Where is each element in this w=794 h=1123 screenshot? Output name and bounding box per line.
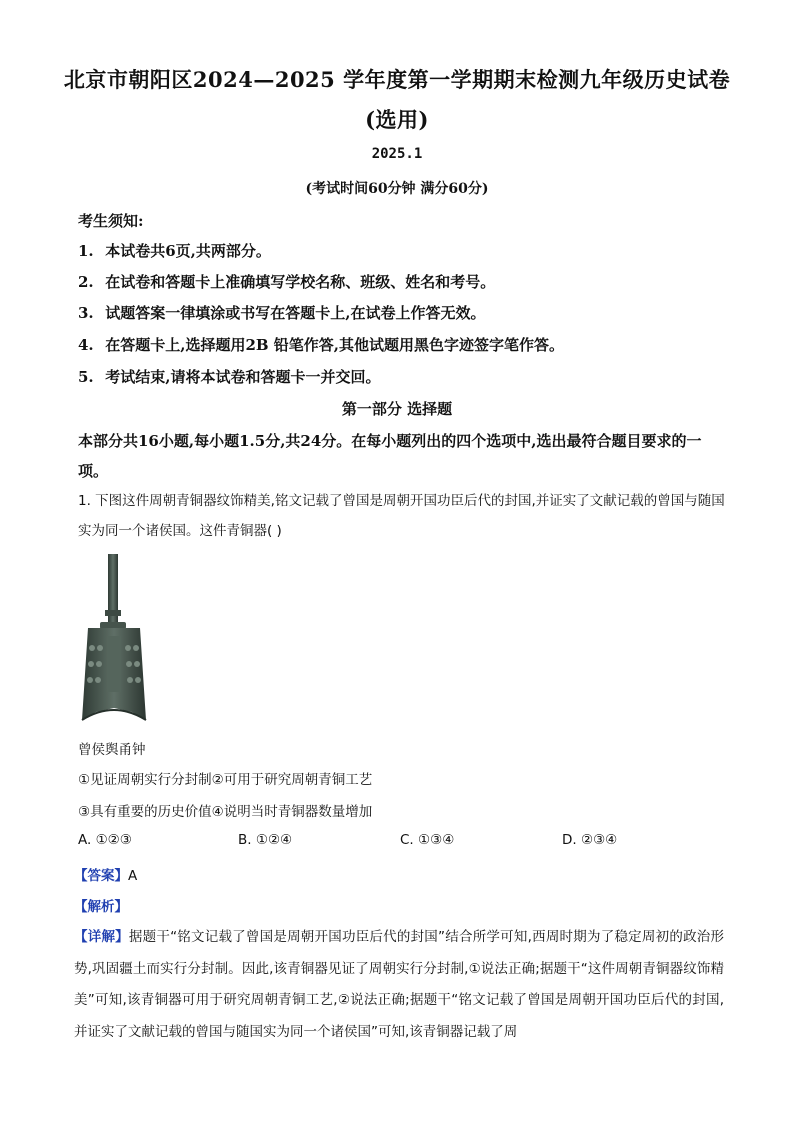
analysis-tag: 【解析】 <box>74 899 128 915</box>
answer-line <box>74 864 137 884</box>
option-c: C. ①③④ <box>400 832 455 848</box>
detailed-explanation <box>74 922 724 1048</box>
notice-item: 3. 试题答案一律填涂或书写在答题卡上,在试卷上作答无效。 <box>78 304 486 322</box>
image-caption: 曾侯舆甬钟 <box>78 742 146 758</box>
statement-line: ③具有重要的历史价值④说明当时青铜器数量增加 <box>78 804 373 820</box>
notice-item: 4. 在答题卡上,选择题用2B 铅笔作答,其他试题用黑色字迹签字笔作答。 <box>78 336 565 354</box>
notice-item: 5. 考试结束,请将本试卷和答题卡一并交回。 <box>78 368 381 386</box>
part-one-title: 第一部分 选择题 <box>341 400 453 418</box>
question-1-stem: 1. 下图这件周朝青铜器纹饰精美,铭文记载了曾国是周朝开国功臣后代的封国,并证实了文献记载的曾国与随国实为同一个诸侯国。这件青铜器( ) <box>78 493 725 539</box>
notice-item: 1. 本试卷共6页,共两部分。 <box>78 242 271 260</box>
exam-date: 2025.1 <box>371 146 423 162</box>
answer-value: A <box>128 868 138 884</box>
exam-time-info: (考试时间60分钟 满分60分) <box>305 181 489 197</box>
option-a: A. ①②③ <box>78 832 132 848</box>
exam-title-subtitle: (选用) <box>365 107 429 132</box>
statement-line: ①见证周朝实行分封制②可用于研究周朝青铜工艺 <box>78 772 373 788</box>
notice-item: 2. 在试卷和答题卡上准确填写学校名称、班级、姓名和考号。 <box>78 273 496 291</box>
option-d: D. ②③④ <box>562 832 618 848</box>
exam-title: 北京市朝阳区2024—2025 学年度第一学期期末检测九年级历史试卷 <box>63 67 731 92</box>
analysis-line <box>74 895 128 915</box>
detail-tag: 【详解】 <box>74 929 129 945</box>
detail-text: 据题干“铭文记载了曾国是周朝开国功臣后代的封国”结合所学可知,西周时期为了稳定周初的政治形势,巩固疆土而实行分封制。因此,该青铜器见证了周朝实行分封制,①说法正确;据题干“这件周朝青铜器纹饰精美”可知,该青铜器可用于研究周朝青铜工艺,②说法正确;据题干“铭文记载了曾国是周朝开国功臣后代的封国,并证实了文献记载的曾国与随国实为同一个诸侯国”可知,该青铜器记载了周 <box>74 929 725 1040</box>
part-one-intro: 本部分共16小题,每小题1.5分,共24分。在每小题列出的四个选项中,选出最符合题目要求的一项。 <box>78 432 702 480</box>
bronze-bell-image <box>74 552 154 726</box>
option-b: B. ①②④ <box>238 832 293 848</box>
answer-tag: 【答案】 <box>74 868 128 884</box>
notice-title: 考生须知: <box>78 212 144 230</box>
